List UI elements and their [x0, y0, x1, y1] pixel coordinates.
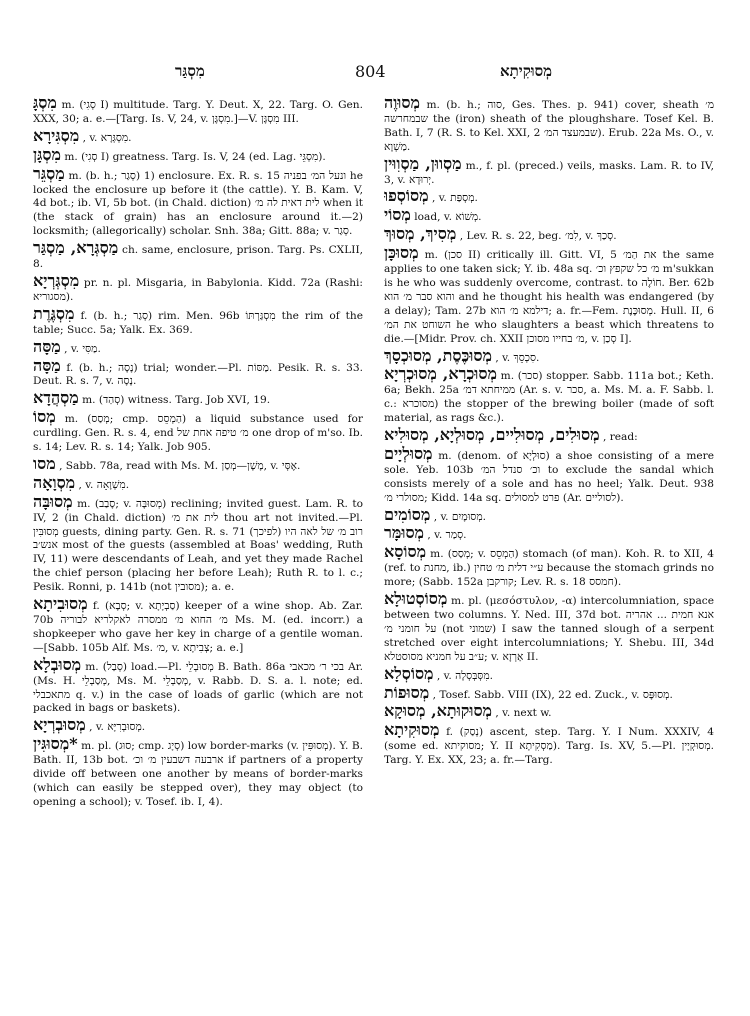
entry-text: m. (סְהַד) witness. Targ. Job XVI, 19.: [82, 394, 271, 407]
dictionary-entry: [384, 186, 714, 206]
entry-text: , v. מִסְגְּרָא.: [82, 131, 132, 144]
entry-headword: מְסוּבְרְיָא: [33, 715, 86, 735]
dictionary-entry: [384, 701, 714, 721]
entry-headword: מְסוֹמִים: [384, 504, 431, 524]
entry-text: , v. next w.: [495, 707, 552, 720]
entry-text: m. (denom. of סוּלְיָא) a shoe consisting of a mere sole. Yeb. 103b וכ׳ סנדל המ׳ to exclude the sandal which consists merely of a sole and has no heel; Yalk. Deut. 938 מסולרי מ׳; Kidd. 14a sq. פרט למסולים (Ar. לסוליים).: [384, 449, 714, 504]
entry-headword: מַסָּה: [33, 336, 61, 356]
dictionary-entry: [33, 125, 363, 146]
dictionary-entry: [33, 491, 363, 595]
entry-text: pr. n. pl. Misgaria, in Babylonia. Kidd. 72a (Rashi: מסגוריא).: [33, 276, 363, 303]
entry-text: , v. מַסִּי.: [64, 342, 101, 355]
entry-headword: מְסוּקִיתָא: [384, 720, 440, 740]
entry-headword: מְסוּבְלָא: [33, 654, 82, 674]
dictionary-entry: [384, 96, 714, 155]
entry-text: m. (סְבַל) load.—Pl. מְסוּבְלֵי B. Bath. 86a בכי ר׳ מכאבי Ar. (Ms. H. מְסַבְלֵי, Ms. M. מְסַבְלֵי, v. Rabb. D. S. a. l. note; ed. מתאכבלי q. v.) in the case of loads of garlic (which are not packed in bags or baskets).: [33, 660, 363, 715]
entry-text: , v. סִכְסֵךְ.: [495, 351, 540, 364]
entry-text: , Lev. R. s. 22, beg. לִמ׳, v. סְכַךְ.: [459, 230, 617, 243]
dictionary-entry: [384, 663, 714, 684]
entry-text: , v. מִשְׁוָאָה.: [78, 478, 130, 491]
page-number: 804: [355, 62, 386, 81]
entry-headword: מַסְווּן, מַסְוִוּין: [384, 153, 462, 173]
entry-text: , Tosef. Sabb. VIII (IX), 22 ed. Zuck., v. מְסוּפָּס.: [432, 688, 673, 701]
entry-headword: מְסוֹסְטוּלָא: [384, 589, 448, 609]
entry-headword: מַסְגְּרָא, מַסְגַּר: [33, 238, 119, 258]
entry-headword: מְסוֹי: [384, 205, 411, 225]
dictionary-entry: [33, 594, 363, 656]
entry-headword: מְסוּמָּר: [384, 523, 425, 543]
dictionary-entry: [384, 243, 714, 346]
dictionary-entry: [384, 345, 714, 366]
entry-headword: מְסוּכָּן: [384, 243, 419, 263]
entry-text: m. (סכן II) critically ill. Gitt. VI, 5 את הַמ׳ the same applies to one taken sick; Y. ib. 48a sq. מ׳ כל שקפץ וכ׳ m'sukkan is he who was suddenly overcome, contrast. to חוֹלֶה. Ber. 62b והוא סבר מ׳ הוא and he thought his health was endangered (by a delay); Tam. 27b דילמא מ׳ הוא; a. fr.—Fem. מְסוּכֶּנֶת. Hull. II, 6 השוחט את המ׳ he who slaughters a beast which threatens to die.—[Midr. Prov. ch. XXII מ׳ בחייו מסוכן, v. סְכַן I].: [384, 249, 714, 345]
dictionary-entry: [33, 453, 363, 474]
entry-headword: מְסוּכֶּסֶת, מְסוּכְסָךְ: [384, 345, 492, 365]
entry-headword: מִסְגְּרְיָא: [33, 270, 80, 290]
dictionary-entry: [384, 153, 714, 188]
entry-text: , v. סְמַר.: [427, 529, 467, 542]
entry-headword: מְסוּוֶה: [384, 96, 420, 112]
entry-headword: מִסְגִּירָא: [33, 125, 80, 145]
dictionary-entry: [384, 364, 714, 426]
dictionary-entry: [33, 303, 363, 338]
entry-text: m. (מְסַס; cmp. הַמְסֵס) a liquid substance used for curdling. Gen. R. s. 4, end מ׳ טיפה אחת של one drop of m'so. Ib. s. 14; Lev. R. s. 14; Yalk. Job 905.: [33, 413, 363, 454]
entry-text: f. (סְבָא; v. סַבְיָתָא) keeper of a wine shop. Ab. Zar. 70b מ׳ החוא מ׳ ממסרה לאקלריא לבוריה Ms. M. (ed. incorr.) a shopkeeper who gave her key in charge of a gentile woman.—[Sabb. 105b Alf. Ms. מ׳, v. צְבִיתָא; a. e.]: [33, 600, 363, 654]
dictionary-entry: [384, 425, 714, 445]
entry-headword: מְסוֹסְפוּ: [384, 186, 429, 206]
entry-headword: מִסְגָּ: [33, 96, 57, 112]
entry-text: load, v. מְשׁוֹא.: [414, 211, 482, 224]
entry-headword: מִסְגֶּרֶת: [33, 303, 75, 323]
right-column: [384, 96, 714, 1008]
dictionary-entry: [33, 715, 363, 735]
dictionary-entry: [33, 407, 363, 455]
dictionary-entry: [384, 589, 714, 665]
entry-headword: מְסוֹסָא: [384, 542, 427, 562]
entry-headword: מְסוּלִים, מְסוּלִיים, מְסוּלְיָא, מְסוּלִיא: [384, 425, 600, 445]
entry-text: m. (b. h.; סְגַר) 1) enclosure. Ex. R. s. 15 ונעל המ׳ בפניה he locked the enclosure up before it (the cattle). Y. B. Kam. V, 4d bot.; ib. VI, 5b bot. (in Chald. diction) לית דאית לה מ׳ when it (the stack of grain) has an enclosure around it.—2) locksmith; (allegorically) scholar. Snh. 38a; Gitt. 88a; v. סְגַר.: [33, 169, 363, 238]
entry-headword: מְסוּבָּה: [33, 491, 73, 511]
entry-text: ch. same, enclosure, prison. Targ. Ps. CXLII, 8.: [33, 244, 363, 271]
entry-headword: מְסוּלְיָים: [384, 443, 433, 463]
entry-headword: מַסְגֵּר: [33, 163, 65, 183]
entry-text: f. (נְסַק) ascent, step. Targ. Y. I Num. XXXIV, 4 (some ed. מסוקיתא; Y. II מַסְקִיתָא). Targ. Is. XV, 5.—Pl. מְסוּקְיָין. Targ. Y. Ex. XX, 23; a. fr.—Targ.: [384, 726, 714, 767]
entry-headword: מַסָּה: [33, 355, 61, 375]
entry-text: , v. מִסְּבְּסְלָה.: [436, 669, 493, 682]
entry-text: m. (סְגִי I) greatness. Targ. Is. V, 24 (ed. Lag. מִסְגֵּי).: [64, 150, 326, 163]
dictionary-entry: [33, 654, 363, 717]
entry-text: m. (מְסַס; v. הַמְסֵס) stomach (of man). Koh. R. to XII, 4 (ref. to מחנת, ib.) ע״י דלית מ׳ טחין because the stomach grinds no more; (Sabb. 152a קורקבן; Lev. R. s. 18 חמסס).: [384, 548, 714, 589]
entry-text: , v. מְסוּמָיִם.: [433, 510, 486, 523]
left-column: [33, 96, 363, 1008]
entry-headword: מְסוֹסְלָא: [384, 663, 434, 683]
entry-text: , read:: [602, 431, 638, 444]
dictionary-entry: [384, 443, 714, 506]
dictionary-entry: [33, 163, 363, 240]
dictionary-entry: [33, 144, 363, 165]
entry-text: , v. מְסְפַּת.: [431, 192, 478, 205]
header-right-word: מְסוּקִיתָא: [500, 62, 553, 80]
entry-headword: מְסוּבִיתָא: [33, 594, 88, 614]
dictionary-entry: [33, 355, 363, 390]
entry-headword: מְסִיךְ, מְסוּךְ: [384, 224, 457, 244]
dictionary-entry: [384, 720, 714, 768]
dictionary-entry: [33, 336, 363, 357]
entry-text: f. (b. h.; נָסָה) trial; wonder.—Pl. מַסּוֹת. Pesik. R. s. 33. Deut. R. s. 7, v. נָסָה.: [33, 361, 363, 388]
dictionary-entry: [33, 734, 363, 810]
entry-text: m. pl. (μεσόστυλον, -α) intercolumniation, space between two columns. Y. Ned. III, 37d bot. אנא חמית ... אהריה על חומני מ׳ (not שמוני) I saw the tanned slough of a serpent stretched over eight intercolumniations; Y. Shebu. III, 34d ע״ב על חמניא מסוסטלא; v. אַרְזָא II.: [384, 595, 714, 663]
entry-text: , v. מְסוּבְרִיָּא.: [89, 721, 146, 734]
entry-headword: מְסוֹ: [33, 407, 56, 427]
entry-headword: מַסְהֲדָא: [33, 388, 79, 408]
entry-headword: מִסְוָאָה: [33, 472, 76, 492]
dictionary-entry: [384, 504, 714, 525]
dictionary-entry: [33, 238, 363, 272]
entry-headword: מִסְגָּן: [33, 144, 61, 164]
entry-text: m. pl. (סוּג; cmp. סְיָג) low border-marks (v. מְסוּפִּין). Y. B. Bath. II, 13b bot. ארבעה דשבעין מ׳ וכ׳ if partners of a property divide off between one another by means of border-marks (which can easily be stepped over), they may object (to opening a school); v. Tosef. ib. I, 4).: [33, 740, 363, 808]
dictionary-entry: [384, 224, 714, 244]
entry-headword: *מְסוּגִּין: [33, 734, 78, 754]
dictionary-entry: [33, 388, 363, 408]
entry-headword: מְסוּקוּתָא, מְסוּקָא: [384, 701, 493, 721]
dictionary-entry: [384, 682, 714, 703]
page-header: [0, 62, 750, 86]
dictionary-entry: [384, 205, 714, 225]
entry-headword: מסו: [33, 453, 56, 473]
entry-text: m. (סָבַב; v. מְסוּבָּה) reclining; invited guest. Lam. R. to IV, 2 (in Chald. diction) לית את מ׳ thou art not invited.—Pl. מְסוּבִּין guests, dining party. Gen. R. s. 71 (לפיכך) רוב מ׳ של לאה היו אנש׳ב most of the guests (assembled at Boas' wedding, Ruth IV, 11) were descendants of Leah, and yet they made Rachel the chief person (placing her before Leah); Ruth R. to l. c.; Pesik. Ronni, p. 141b (not מסובין); a. e.: [33, 497, 363, 594]
entry-text: , Sabb. 78a, read with Ms. M. מָשָׁן—מְסַן, v. אֶסְּי.: [59, 459, 301, 472]
dictionary-entry: [384, 542, 714, 590]
entry-text: m., f. pl. (preced.) veils, masks. Lam. R. to IV, 3, v. יְרוּדָא.: [384, 159, 714, 186]
dictionary-entry: [33, 270, 363, 305]
dictionary-entry: [33, 472, 363, 493]
dictionary-entry: [384, 523, 714, 543]
entry-text: f. (b. h.; סְגַר) rim. Men. 96b מִסְגַּרְתּוֹ the rim of the table; Succ. 5a; Yalk. Ex. 369.: [33, 309, 363, 336]
entry-text: m. (סכר) stopper. Sabb. 111a bot.; Keth. 6a; Bekh. 25a ממיחתא דמ׳ (Ar. s. v. סכר, a. Ms. M. a. F. Sabb. l. c.: מסוכרא) the stopper of the brewing boiler (made of soft material, as rags &c.).: [384, 370, 714, 425]
dictionary-entry: [33, 96, 363, 127]
entry-headword: מְסוּפוֹת: [384, 682, 430, 702]
entry-headword: מְסוּכְרָא, מְסוּכְרְיָא: [384, 364, 497, 384]
header-left-word: מִסְגַּר: [175, 62, 205, 80]
entry-text: m. (סְגִי I) multitude. Targ. Y. Deut. X, 22. Targ. O. Gen. XXX, 30; a. e.—[Targ. Is. V, 24, v. מִסְגָּן.]—V. מִסְגָּן III.: [33, 99, 363, 125]
entry-text: m. (b. h.; סוה, Ges. Thes. p. 941) cover, sheath מ׳ שבמחרשה the (iron) sheath of the ploughshare. Tosef Kel. B. Bath. I, 7 (R. S. to Kel. XXI, 2 שבמעצד המ׳). Erub. 22a Ms. O., v. מַשְׁוָא.: [384, 99, 714, 153]
